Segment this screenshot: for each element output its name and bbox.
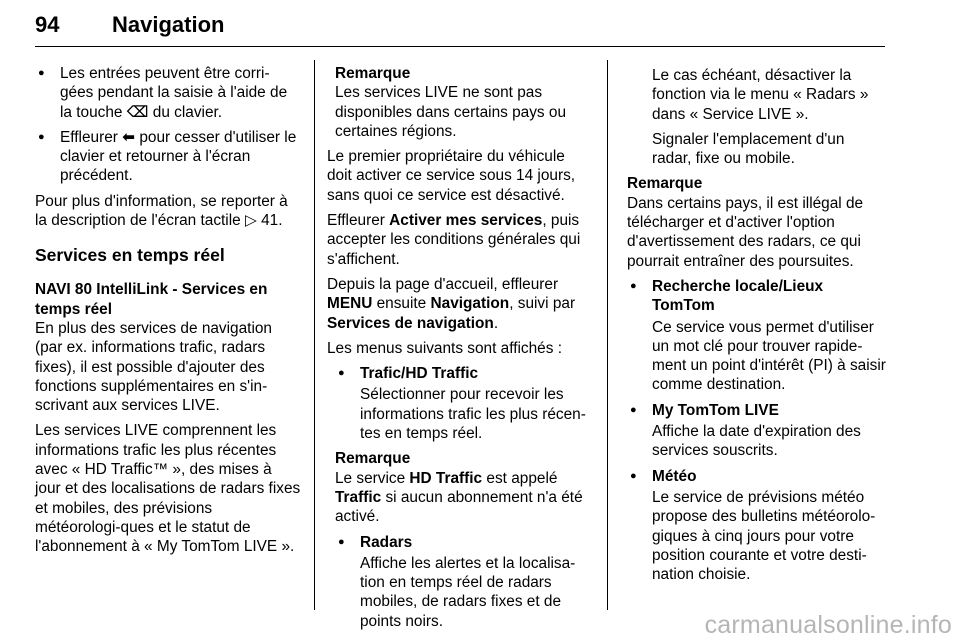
item-title: ● My TomTom LIVE bbox=[627, 401, 887, 420]
note-text: Les services LIVE ne sont pas disponibles dans certains pays ou certaines régions. bbox=[335, 84, 567, 140]
paragraph: Le cas échéant, désactiver la fonction via le menu « Radars » dans « Service LIVE ». bbox=[652, 67, 869, 123]
page-header bbox=[35, 10, 885, 47]
paragraph: Depuis la page d'accueil, effleurer MENU ensuite Navigation, suivi par Services de navigation. bbox=[327, 275, 576, 332]
item-title: ● Météo bbox=[627, 467, 887, 486]
column-2 bbox=[327, 64, 592, 637]
item-title: ● Trafic/HD Traffic bbox=[335, 364, 592, 383]
item-text: Ce service vous permet d'utiliser un mot clé pour trouver rapide-ment un point d'intérêt (PI) à saisir comme destination. bbox=[652, 318, 886, 394]
list-item bbox=[627, 467, 887, 585]
paragraph: Les services LIVE comprennent les informations trafic les plus récentes avec « HD Traffic™ », des mises à jour et des localisations de radars fixes et mobiles, des prévisions météorologi-ques et le statut de l'abonnement à « My TomTom LIVE ». bbox=[35, 422, 301, 556]
item-text: Affiche la date d'expiration des services souscrits. bbox=[652, 423, 861, 460]
paragraph: En plus des services de navigation (par ex. informations trafic, radars fixes), il est possible d'ajouter des fonctions supplémentaires en s'in-scrivant aux services LIVE. bbox=[35, 319, 272, 415]
item-text: Sélectionner pour recevoir les informations trafic les plus récen-tes en temps réel. bbox=[360, 386, 586, 443]
note-title: Remarque bbox=[335, 450, 411, 468]
paragraph: Signaler l'emplacement d'un radar, fixe ou mobile. bbox=[652, 130, 845, 168]
item-text: Affiche les alertes et la localisa-tion en temps réel de radars mobiles, de radars fixes et de points noirs. bbox=[360, 554, 576, 630]
list-item bbox=[627, 277, 887, 395]
column-divider-2 bbox=[607, 60, 608, 610]
paragraph: Pour plus d'information, se reporter à la description de l'écran tactile ▷ 41. bbox=[35, 192, 288, 230]
column-divider-1 bbox=[314, 60, 315, 610]
item-title: ● Radars bbox=[335, 533, 592, 552]
list-item: ● Effleurer ⬅ pour cesser d'utiliser le clavier et retourner à l'écran précédent. bbox=[35, 128, 301, 186]
note-text: Dans certains pays, il est illégal de télécharger et d'activer l'option d'avertissement des radars, ce qui pourrait entraîner des poursuites. bbox=[627, 194, 864, 270]
watermark: carmanualsonline.info bbox=[704, 611, 952, 639]
note-box bbox=[335, 64, 592, 141]
subheading: NAVI 80 IntelliLink - Services en temps réel bbox=[35, 281, 268, 318]
note-title: Remarque bbox=[335, 65, 411, 82]
section-heading: Services en temps réel bbox=[35, 245, 225, 266]
paragraph: Le premier propriétaire du véhicule doit activer ce service sous 14 jours, sans quoi ce service est désactivé. bbox=[327, 148, 576, 204]
backspace-icon: ⌫ bbox=[126, 103, 149, 121]
item-title: ● Recherche locale/Lieux TomTom bbox=[627, 277, 887, 316]
paragraph: Les menus suivants sont affichés : bbox=[327, 339, 562, 357]
column-1 bbox=[35, 64, 301, 563]
page-title: Navigation bbox=[112, 12, 225, 37]
note-title: Remarque bbox=[627, 175, 703, 193]
column-3 bbox=[627, 64, 887, 590]
list-item bbox=[335, 533, 592, 631]
note-text: Le service HD Traffic est appelé Traffic si aucun abonnement n'a été activé. bbox=[335, 469, 583, 526]
note-box bbox=[335, 449, 592, 526]
note-box bbox=[627, 174, 887, 270]
page-reference: ▷ 41. bbox=[244, 212, 283, 230]
list-item bbox=[627, 401, 887, 461]
list-item: ● Les entrées peuvent être corri-gées pendant la saisie à l'aide de la touche ⌫ du clavier. bbox=[35, 64, 301, 122]
page-number: 94 bbox=[35, 12, 60, 37]
list-item bbox=[335, 364, 592, 443]
item-text: Le service de prévisions météo propose des bulletins météorolo-giques à cinq jours pour votre position courante et votre desti-nation choisie. bbox=[652, 488, 876, 584]
paragraph: Effleurer Activer mes services, puis accepter les conditions générales qui s'affichent. bbox=[327, 212, 581, 268]
back-arrow-icon: ⬅ bbox=[122, 128, 136, 146]
